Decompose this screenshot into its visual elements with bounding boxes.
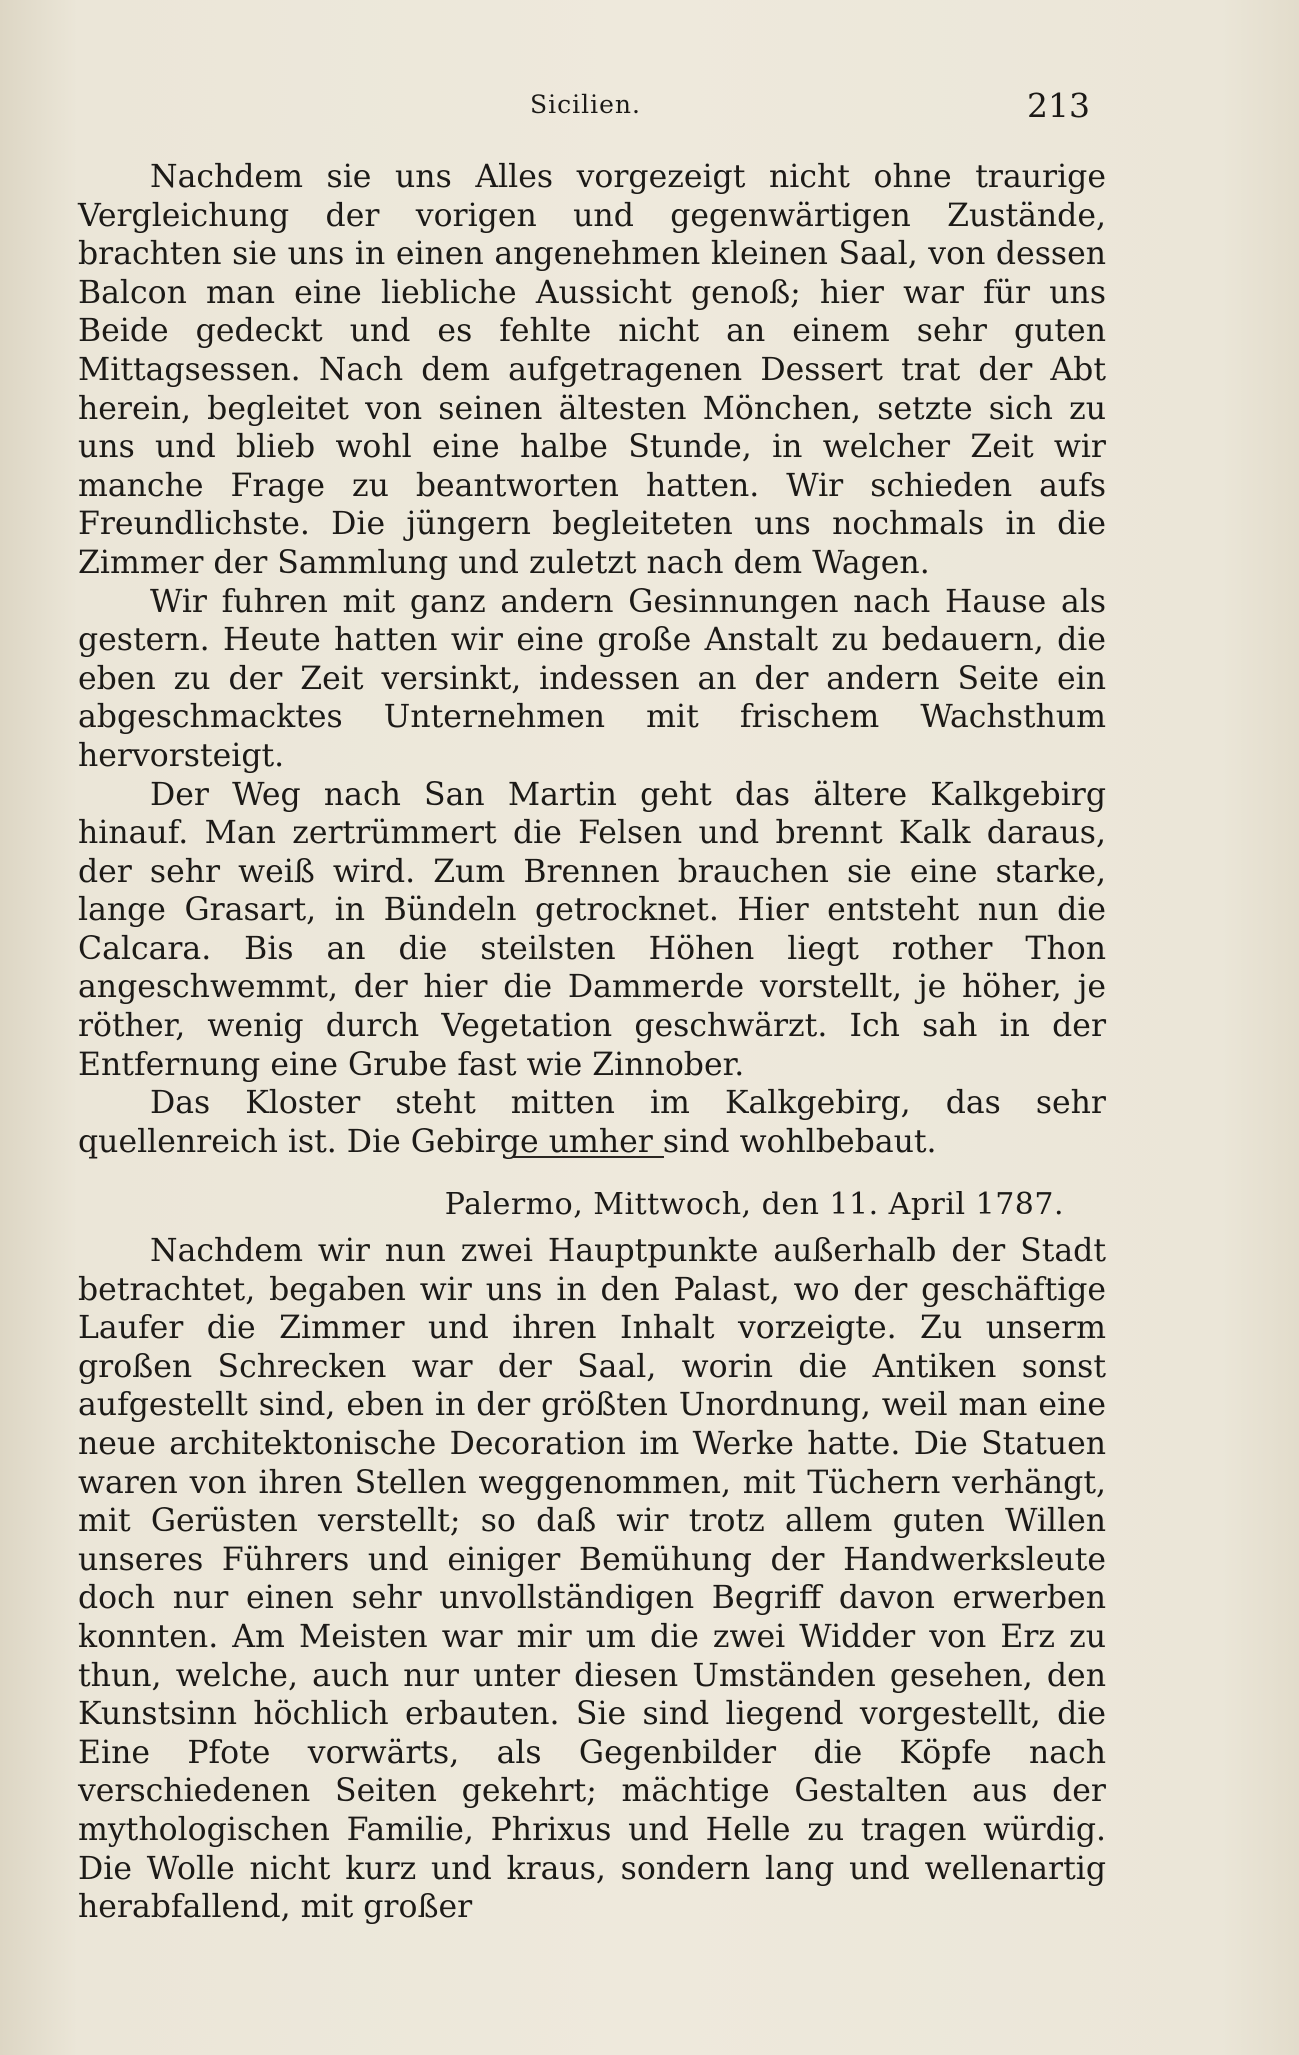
section-dateline: Palermo, Mittwoch, den 11. April 1787.: [444, 1187, 1064, 1222]
paragraph: Nachdem wir nun zwei Hauptpunkte außerhalb der Stadt betrachtet, begaben wir uns in den Palast, wo der geschäftige Laufer die Zimmer und ihren Inhalt vorzeigte. Zu unserm großen Schrecken war der Saal, worin die Antiken sonst aufgestellt sind, eben in der größten Unordnung, weil man eine neue architektonische Decoration im Werke hatte. Die Statuen waren von ihren Stellen weggenommen, mit Tüchern verhängt, mit Gerüsten verstellt; so daß wir trotz allem guten Willen unseres Führers und einiger Bemühung der Handwerksleute doch nur einen sehr unvollständigen Begriff davon erwerben konnten. Am Meisten war mir um die zwei Widder von Erz zu thun, welche, auch nur unter diesen Umständen gesehen, den Kunstsinn höchlich erbauten. Sie sind liegend vorgestellt, die Eine Pfote vorwärts, als Gegenbilder die Köpfe nach verschiedenen Seiten gekehrt; mächtige Gestalten aus der mythologischen Familie, Phrixus und Helle zu tragen würdig. Die Wolle nicht kurz und kraus, sondern lang und wellenartig herabfallend, mit großer: [78, 1233, 1106, 1926]
paragraph: Wir fuhren mit ganz andern Gesinnungen nach Hause als gestern. Heute hatten wir eine große Anstalt zu bedauern, die eben zu der Zeit versinkt, indessen an der andern Seite ein abgeschmacktes Unternehmen mit frischem Wachsthum hervorsteigt.: [78, 583, 1106, 774]
page-number: 213: [1027, 86, 1090, 125]
section-divider: [512, 1156, 664, 1158]
running-head: Sicilien.: [530, 90, 641, 119]
paragraph: Das Kloster steht mitten im Kalkgebirg, das sehr quellenreich ist. Die Gebirge umher sind wohlbebaut.: [78, 1085, 1106, 1160]
text-block-palermo: [78, 1232, 1106, 1927]
page-header: [150, 88, 1090, 128]
text-block-monastery: [78, 158, 1106, 1161]
paragraph: Nachdem sie uns Alles vorgezeigt nicht ohne traurige Vergleichung der vorigen und gegenwärtigen Zustände, brachten sie uns in einen angenehmen kleinen Saal, von dessen Balcon man eine liebliche Aussicht genoß; hier war für uns Beide gedeckt und es fehlte nicht an einem sehr guten Mittagsessen. Nach dem aufgetragenen Dessert trat der Abt herein, begleitet von seinen ältesten Mönchen, setzte sich zu uns und blieb wohl eine halbe Stunde, in welcher Zeit wir manche Frage zu beantworten hatten. Wir schieden aufs Freundlichste. Die jüngern begleiteten uns nochmals in die Zimmer der Sammlung und zuletzt nach dem Wagen.: [78, 159, 1106, 581]
paragraph: Der Weg nach San Martin geht das ältere Kalkgebirg hinauf. Man zertrümmert die Felsen und brennt Kalk daraus, der sehr weiß wird. Zum Brennen brauchen sie eine starke, lange Grasart, in Bündeln getrocknet. Hier entsteht nun die Calcara. Bis an die steilsten Höhen liegt rother Thon angeschwemmt, der hier die Dammerde vorstellt, je höher, je röther, wenig durch Vegetation geschwärzt. Ich sah in der Entfernung eine Grube fast wie Zinnober.: [78, 776, 1106, 1083]
